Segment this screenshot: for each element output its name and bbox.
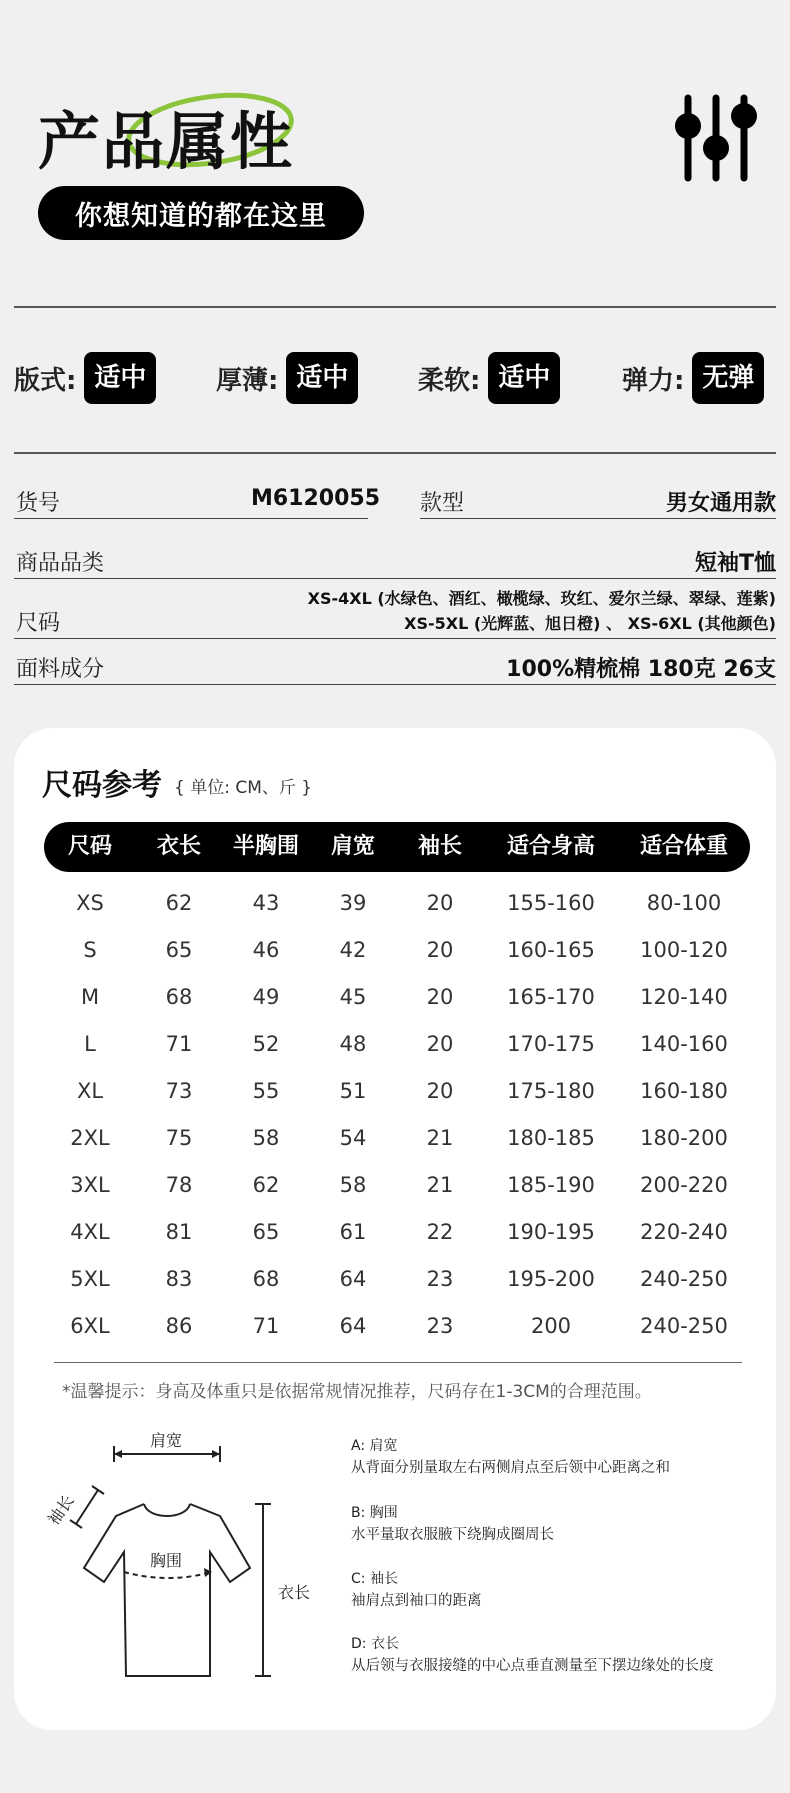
- size-table-header: [44, 822, 750, 872]
- attribute-value-pill: 适中: [286, 352, 358, 404]
- attribute-label: 厚薄:: [216, 365, 279, 396]
- table-row: [44, 1115, 750, 1161]
- table-cell: 190-195: [507, 1220, 595, 1244]
- column-header: 适合体重: [639, 834, 728, 859]
- spec-value: 男女通用款: [665, 491, 776, 516]
- table-cell: 71: [165, 1032, 193, 1056]
- attribute-elasticity: [622, 350, 764, 406]
- table-cell: 39: [339, 891, 367, 915]
- table-cell: 2XL: [70, 1126, 110, 1150]
- equalizer-sliders-icon: [670, 92, 762, 184]
- table-cell: 83: [165, 1267, 193, 1291]
- table-cell: 200-220: [640, 1173, 728, 1197]
- table-cell: 73: [165, 1079, 193, 1103]
- table-row: [44, 974, 750, 1020]
- table-cell: 62: [252, 1173, 280, 1197]
- legend-description: 袖肩点到袖口的距离: [351, 1593, 482, 1609]
- table-cell: 58: [339, 1173, 367, 1197]
- measure-legend-d: [351, 1633, 771, 1677]
- spec-label: 商品品类: [16, 551, 105, 576]
- measure-legend-a: [351, 1435, 771, 1479]
- attribute-value-pill: 适中: [488, 352, 560, 404]
- table-cell: 49: [252, 985, 280, 1009]
- column-header: 半胸围: [232, 834, 299, 859]
- table-cell: 21: [426, 1126, 454, 1150]
- legend-heading: A: 肩宽: [351, 1438, 398, 1454]
- table-row: [44, 1303, 750, 1349]
- diagram-label-sleeve: 袖长: [43, 1491, 78, 1529]
- table-cell: L: [84, 1032, 96, 1056]
- table-cell: 165-170: [507, 985, 595, 1009]
- legend-heading: C: 袖长: [351, 1571, 398, 1587]
- table-row: [44, 1068, 750, 1114]
- spec-label: 货号: [16, 491, 61, 516]
- column-header: 适合身高: [506, 834, 595, 859]
- table-cell: 120-140: [640, 985, 728, 1009]
- attribute-label: 弹力:: [622, 365, 685, 396]
- spec-underline: [420, 518, 776, 519]
- table-cell: 68: [252, 1267, 280, 1291]
- table-cell: 240-250: [640, 1267, 728, 1291]
- table-cell: 180-185: [507, 1126, 595, 1150]
- tshirt-measure-diagram: [40, 1420, 340, 1710]
- spec-underline: [14, 638, 776, 639]
- table-row: [44, 1209, 750, 1255]
- table-row: [44, 880, 750, 926]
- attribute-thickness: [216, 350, 358, 406]
- table-cell: 42: [339, 938, 367, 962]
- table-cell: 140-160: [640, 1032, 728, 1056]
- table-cell: 45: [339, 985, 367, 1009]
- attribute-row: [14, 350, 776, 410]
- spec-underline: [14, 518, 368, 519]
- attribute-value-pill: 适中: [84, 352, 156, 404]
- table-cell: XS: [76, 891, 104, 915]
- size-chart-title: 尺码参考: [42, 768, 162, 803]
- table-cell: 200: [530, 1314, 572, 1338]
- table-row: [44, 927, 750, 973]
- header: [0, 0, 790, 300]
- table-cell: 185-190: [507, 1173, 595, 1197]
- table-cell: 43: [252, 891, 280, 915]
- table-cell: 58: [252, 1126, 280, 1150]
- table-cell: 54: [339, 1126, 367, 1150]
- table-cell: 68: [165, 985, 193, 1009]
- table-cell: 64: [339, 1267, 367, 1291]
- table-cell: M: [80, 985, 100, 1009]
- table-cell: 20: [426, 938, 454, 962]
- table-cell: 20: [426, 985, 454, 1009]
- legend-description: 从后领与衣服接缝的中心点垂直测量至下摆边缘处的长度: [351, 1658, 714, 1674]
- table-cell: 86: [165, 1314, 193, 1338]
- table-cell: 3XL: [70, 1173, 110, 1197]
- table-cell: 78: [165, 1173, 193, 1197]
- spec-item-no: [14, 486, 776, 516]
- table-cell: 155-160: [507, 891, 595, 915]
- spec-underline: [14, 684, 776, 685]
- attribute-value-pill: 无弹: [692, 352, 764, 404]
- size-tip: *温馨提示：身高及体重只是依据常规情况推荐，尺码存在1-3CM的合理范围。: [62, 1382, 652, 1402]
- legend-description: 从背面分别量取左右两侧肩点至后领中心距离之和: [351, 1460, 670, 1476]
- measure-legend-b: [351, 1502, 771, 1546]
- table-cell: 20: [426, 891, 454, 915]
- spec-label: 面料成分: [16, 657, 105, 682]
- table-cell: 80-100: [646, 891, 722, 915]
- table-cell: 75: [165, 1126, 193, 1150]
- diagram-label-shoulder: 肩宽: [150, 1431, 183, 1450]
- table-cell: 160-165: [507, 938, 595, 962]
- column-header: 尺码: [67, 834, 112, 859]
- spec-label: 尺码: [16, 611, 61, 636]
- divider: [14, 452, 776, 454]
- table-cell: 48: [339, 1032, 367, 1056]
- table-cell: 160-180: [640, 1079, 728, 1103]
- spec-value: 短袖T恤: [694, 551, 776, 576]
- table-cell: 20: [426, 1079, 454, 1103]
- page-title: 产品属性: [38, 105, 295, 178]
- spec-size: [14, 586, 776, 636]
- column-header: 袖长: [417, 834, 462, 859]
- table-cell: 52: [252, 1032, 280, 1056]
- column-header: 肩宽: [330, 834, 375, 859]
- attribute-label: 版式:: [14, 365, 77, 396]
- subtitle-pill: 你想知道的都在这里: [38, 186, 364, 240]
- diagram-label-chest: 胸围: [150, 1551, 183, 1570]
- table-cell: 195-200: [507, 1267, 595, 1291]
- table-cell: 4XL: [70, 1220, 110, 1244]
- table-cell: 175-180: [507, 1079, 595, 1103]
- table-cell: 64: [339, 1314, 367, 1338]
- spec-value: 100%精梳棉 180克 26支: [506, 657, 776, 682]
- tshirt-outline-icon: [40, 1420, 340, 1710]
- legend-description: 水平量取衣服腋下绕胸成圈周长: [351, 1527, 554, 1543]
- legend-heading: B: 胸围: [351, 1505, 398, 1521]
- table-cell: 5XL: [70, 1267, 110, 1291]
- legend-heading: D: 衣长: [351, 1636, 399, 1652]
- table-cell: 51: [339, 1079, 367, 1103]
- spec-value-line1: XS-4XL (水绿色、酒红、橄榄绿、玫红、爱尔兰绿、翠绿、莲紫): [307, 589, 776, 608]
- table-cell: 71: [252, 1314, 280, 1338]
- size-chart-unit: { 单位: CM、斤 }: [174, 778, 313, 798]
- table-row: [44, 1021, 750, 1067]
- table-cell: 240-250: [640, 1314, 728, 1338]
- table-cell: 23: [426, 1314, 454, 1338]
- spec-category: [14, 546, 776, 576]
- attribute-fit: [14, 350, 156, 406]
- table-cell: 180-200: [640, 1126, 728, 1150]
- table-cell: 170-175: [507, 1032, 595, 1056]
- table-cell: 100-120: [640, 938, 728, 962]
- table-row: [44, 1256, 750, 1302]
- diagram-label-length: 衣长: [278, 1583, 311, 1602]
- spec-fabric: [14, 652, 776, 682]
- spec-value: M6120055: [250, 486, 380, 511]
- table-cell: 220-240: [640, 1220, 728, 1244]
- table-cell: 23: [426, 1267, 454, 1291]
- table-divider: [54, 1362, 742, 1363]
- table-row: [44, 1162, 750, 1208]
- attribute-label: 柔软:: [418, 365, 481, 396]
- table-cell: 81: [165, 1220, 193, 1244]
- table-cell: 62: [165, 891, 193, 915]
- column-header: 衣长: [156, 834, 201, 859]
- table-cell: 6XL: [70, 1314, 110, 1338]
- table-cell: 46: [252, 938, 280, 962]
- spec-underline: [14, 578, 776, 579]
- attribute-softness: [418, 350, 560, 406]
- divider: [14, 306, 776, 308]
- measure-legend-c: [351, 1568, 771, 1612]
- table-cell: 21: [426, 1173, 454, 1197]
- table-cell: XL: [76, 1079, 104, 1103]
- table-cell: 22: [426, 1220, 454, 1244]
- table-cell: 65: [165, 938, 193, 962]
- table-cell: 61: [339, 1220, 367, 1244]
- spec-value-line2: XS-5XL (光辉蓝、旭日橙) 、 XS-6XL (其他颜色): [404, 614, 776, 633]
- table-cell: 20: [426, 1032, 454, 1056]
- spec-label: 款型: [420, 491, 465, 516]
- table-cell: 55: [252, 1079, 280, 1103]
- table-cell: S: [83, 938, 97, 962]
- table-cell: 65: [252, 1220, 280, 1244]
